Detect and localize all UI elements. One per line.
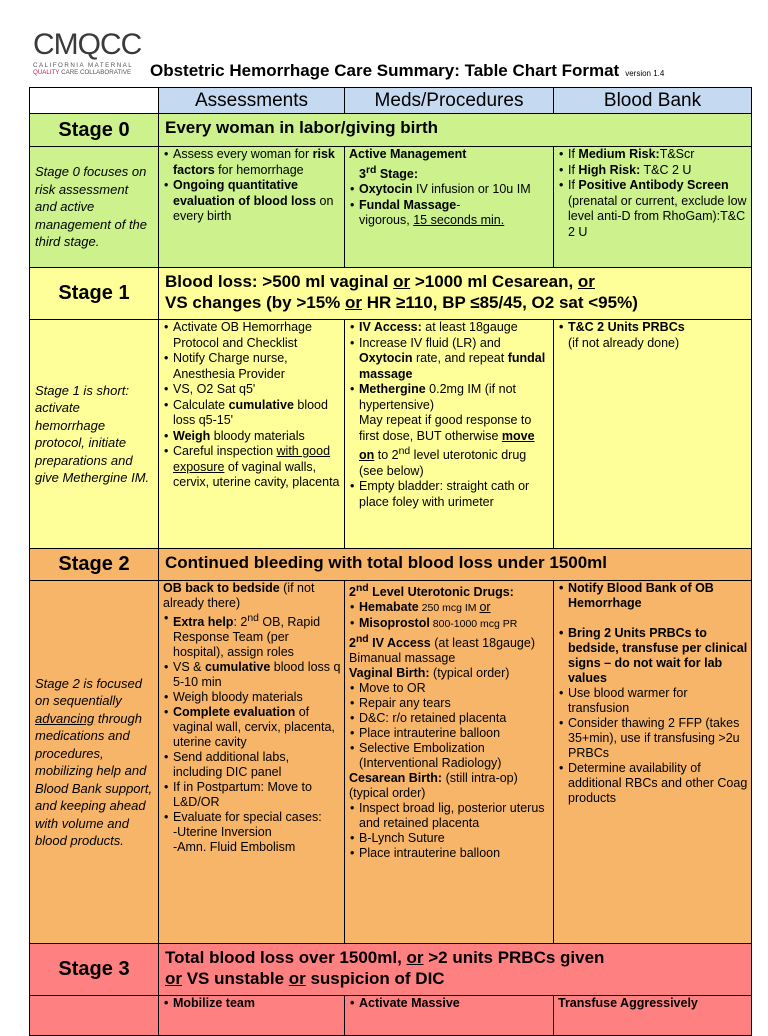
list-item: • Activate OB Hemorrhage Protocol and Checklist bbox=[173, 320, 341, 351]
list-item: • Place intrauterine balloon bbox=[359, 726, 550, 741]
stage1-meds bbox=[345, 320, 554, 549]
stage1-assessments bbox=[159, 320, 345, 549]
list-item: • Repair any tears bbox=[359, 696, 550, 711]
list-item: • Oxytocin IV infusion or 10u IM bbox=[359, 182, 550, 198]
column-header-blood-bank: Blood Bank bbox=[554, 88, 752, 114]
list-item: • Calculate cumulative blood loss q5-15' bbox=[173, 398, 341, 429]
stage2-description: Stage 2 is focused on sequentially advancing through medications and procedures, mobilizing help and Blood Bank support, and keeping ahead with volume and blood products. bbox=[30, 581, 159, 944]
list-item: 3rd Stage: bbox=[359, 164, 419, 181]
list-item: • Careful inspection with good exposure of vaginal walls, cervix, uterine cavity, placenta bbox=[173, 444, 341, 491]
list-item: • VS, O2 Sat q5' bbox=[173, 382, 341, 398]
column-header-assessments: Assessments bbox=[159, 88, 345, 114]
list-item: • If High Risk: T&C 2 U bbox=[568, 163, 748, 179]
list-item: • Consider thawing 2 FFP (takes 35+min), use if transfusing >2u PRBCs bbox=[568, 716, 748, 761]
list-item: • Evaluate for special cases: -Uterine Inversion -Amn. Fluid Embolism bbox=[173, 810, 341, 855]
stage3-heading-row bbox=[30, 944, 752, 996]
list-item: • If Medium Risk:T&Scr bbox=[568, 147, 748, 163]
list-item: • Empty bladder: straight cath or place foley with urimeter bbox=[359, 479, 550, 510]
stage0-heading-row bbox=[30, 114, 752, 147]
list-item: • Move to OR bbox=[359, 681, 550, 696]
list-item: Active Management bbox=[349, 147, 467, 161]
list-item: • Weigh bloody materials bbox=[173, 690, 341, 705]
stage1-blood-bank bbox=[554, 320, 752, 549]
stage3-meds bbox=[345, 996, 554, 1036]
list-item: • Determine availability of additional RBCs and other Coag products bbox=[568, 761, 748, 806]
stage2-meds bbox=[345, 581, 554, 944]
list-item: • Fundal Massage- vigorous, 15 seconds min. bbox=[359, 198, 550, 229]
list-item: • Inspect broad lig, posterior uterus and retained placenta bbox=[359, 801, 550, 831]
stage2-label: Stage 2 bbox=[30, 549, 159, 581]
list-item: • Complete evaluation of vaginal wall, cervix, placenta, uterine cavity bbox=[173, 705, 341, 750]
document-title: Obstetric Hemorrhage Care Summary: Table Chart Format version 1.4 bbox=[150, 61, 665, 80]
list-item: • Hemabate 250 mcg IM or bbox=[359, 600, 550, 616]
list-item: Transfuse Aggressively bbox=[558, 996, 698, 1010]
list-item: • Weigh bloody materials bbox=[173, 429, 341, 445]
stage2-assessments bbox=[159, 581, 345, 944]
list-item: • Selective Embolization (Interventional Radiology) bbox=[359, 741, 550, 771]
list-item: • IV Access: at least 18gauge bbox=[359, 320, 550, 336]
list-item: • Ongoing quantitative evaluation of blood loss on every birth bbox=[173, 178, 341, 225]
stage0-blood-bank bbox=[554, 147, 752, 268]
list-item: • If Positive Antibody Screen (prenatal or current, exclude low level anti-D from RhoGam):T&C 2 U bbox=[568, 178, 748, 240]
list-item: • Extra help: 2nd OB, Rapid Response Team (per hospital), assign roles bbox=[173, 611, 341, 660]
list-item: • Misoprostol 800-1000 mcg PR bbox=[359, 616, 550, 632]
cmqcc-logo bbox=[33, 30, 153, 76]
list-item: • Place intrauterine balloon bbox=[359, 846, 550, 861]
logo-subtitle: CALIFORNIA MATERNAL bbox=[33, 62, 134, 69]
list-item: (if not already done) bbox=[568, 335, 680, 350]
list-item: • Send additional labs, including DIC panel bbox=[173, 750, 341, 780]
list-item: Cesarean Birth: (still intra-op) (typical order) bbox=[349, 771, 518, 801]
stage3-heading: Total blood loss over 1500ml, or >2 units PRBCs given or VS unstable or suspicion of DIC bbox=[159, 944, 752, 996]
stage1-description: Stage 1 is short: activate hemorrhage protocol, initiate preparations and give Methergine IM. bbox=[30, 320, 159, 549]
column-header-row bbox=[30, 88, 752, 114]
list-item: • Notify Charge nurse, Anesthesia Provider bbox=[173, 351, 341, 382]
list-item: • Activate Massive bbox=[359, 996, 550, 1012]
column-header-meds: Meds/Procedures bbox=[345, 88, 554, 114]
stage0-description: Stage 0 focuses on risk assessment and active management of the third stage. bbox=[30, 147, 159, 268]
list-item: OB back to bedside (if not already there) bbox=[163, 581, 315, 610]
list-item: Vaginal Birth: (typical order) bbox=[349, 666, 510, 681]
list-item: • Mobilize team bbox=[173, 996, 341, 1012]
list-item: • D&C: r/o retained placenta bbox=[359, 711, 550, 726]
list-item: 2nd Level Uterotonic Drugs: bbox=[349, 583, 514, 600]
stage3-detail-row bbox=[30, 996, 752, 1036]
stage3-assessments bbox=[159, 996, 345, 1036]
stage2-heading-row bbox=[30, 549, 752, 581]
stage1-detail-row bbox=[30, 320, 752, 549]
list-item: • Methergine 0.2mg IM (if not hypertensive) May repeat if good response to first dose, BUT otherwise move on to 2nd level uterotonic drug (see below) bbox=[359, 382, 550, 479]
corner-cell bbox=[30, 88, 159, 114]
version-label: version 1.4 bbox=[625, 69, 665, 78]
list-item: Bimanual massage bbox=[349, 651, 456, 666]
stage3-blood-bank bbox=[554, 996, 752, 1036]
logo-subtitle-2: QUALITY CARE COLLABORATIVE bbox=[33, 69, 132, 76]
stage0-heading: Every woman in labor/giving birth bbox=[159, 114, 752, 147]
stage2-blood-bank bbox=[554, 581, 752, 944]
list-item: • B-Lynch Suture bbox=[359, 831, 550, 846]
list-item: 2nd IV Access (at least 18gauge) bbox=[349, 634, 536, 651]
stage1-heading: Blood loss: >500 ml vaginal or >1000 ml Cesarean, or VS changes (by >15% or HR ≥110, BP ≤85/45, O2 sat <95%) bbox=[159, 268, 752, 320]
list-item: • Bring 2 Units PRBCs to bedside, transfuse per clinical signs – do not wait for lab values bbox=[568, 626, 748, 686]
stage1-label: Stage 1 bbox=[30, 268, 159, 320]
list-item: • Notify Blood Bank of OB Hemorrhage bbox=[568, 581, 748, 611]
stage1-heading-row bbox=[30, 268, 752, 320]
stage0-detail-row bbox=[30, 147, 752, 268]
stage0-meds bbox=[345, 147, 554, 268]
list-item: • VS & cumulative blood loss q 5-10 min bbox=[173, 660, 341, 690]
logo-text: CMQCC bbox=[33, 28, 142, 61]
list-item: • Increase IV fluid (LR) and Oxytocin rate, and repeat fundal massage bbox=[359, 336, 550, 383]
list-item: • T&C 2 Units PRBCs bbox=[568, 320, 748, 336]
stage3-label: Stage 3 bbox=[30, 944, 159, 996]
list-item: • Assess every woman for risk factors for hemorrhage bbox=[173, 147, 341, 178]
stage3-description bbox=[30, 996, 159, 1036]
list-item: • If in Postpartum: Move to L&D/OR bbox=[173, 780, 341, 810]
stage2-heading: Continued bleeding with total blood loss under 1500ml bbox=[159, 549, 752, 581]
care-summary-table bbox=[29, 87, 752, 1036]
stage0-label: Stage 0 bbox=[30, 114, 159, 147]
list-item: • Use blood warmer for transfusion bbox=[568, 686, 748, 716]
stage2-detail-row bbox=[30, 581, 752, 944]
stage0-assessments bbox=[159, 147, 345, 268]
